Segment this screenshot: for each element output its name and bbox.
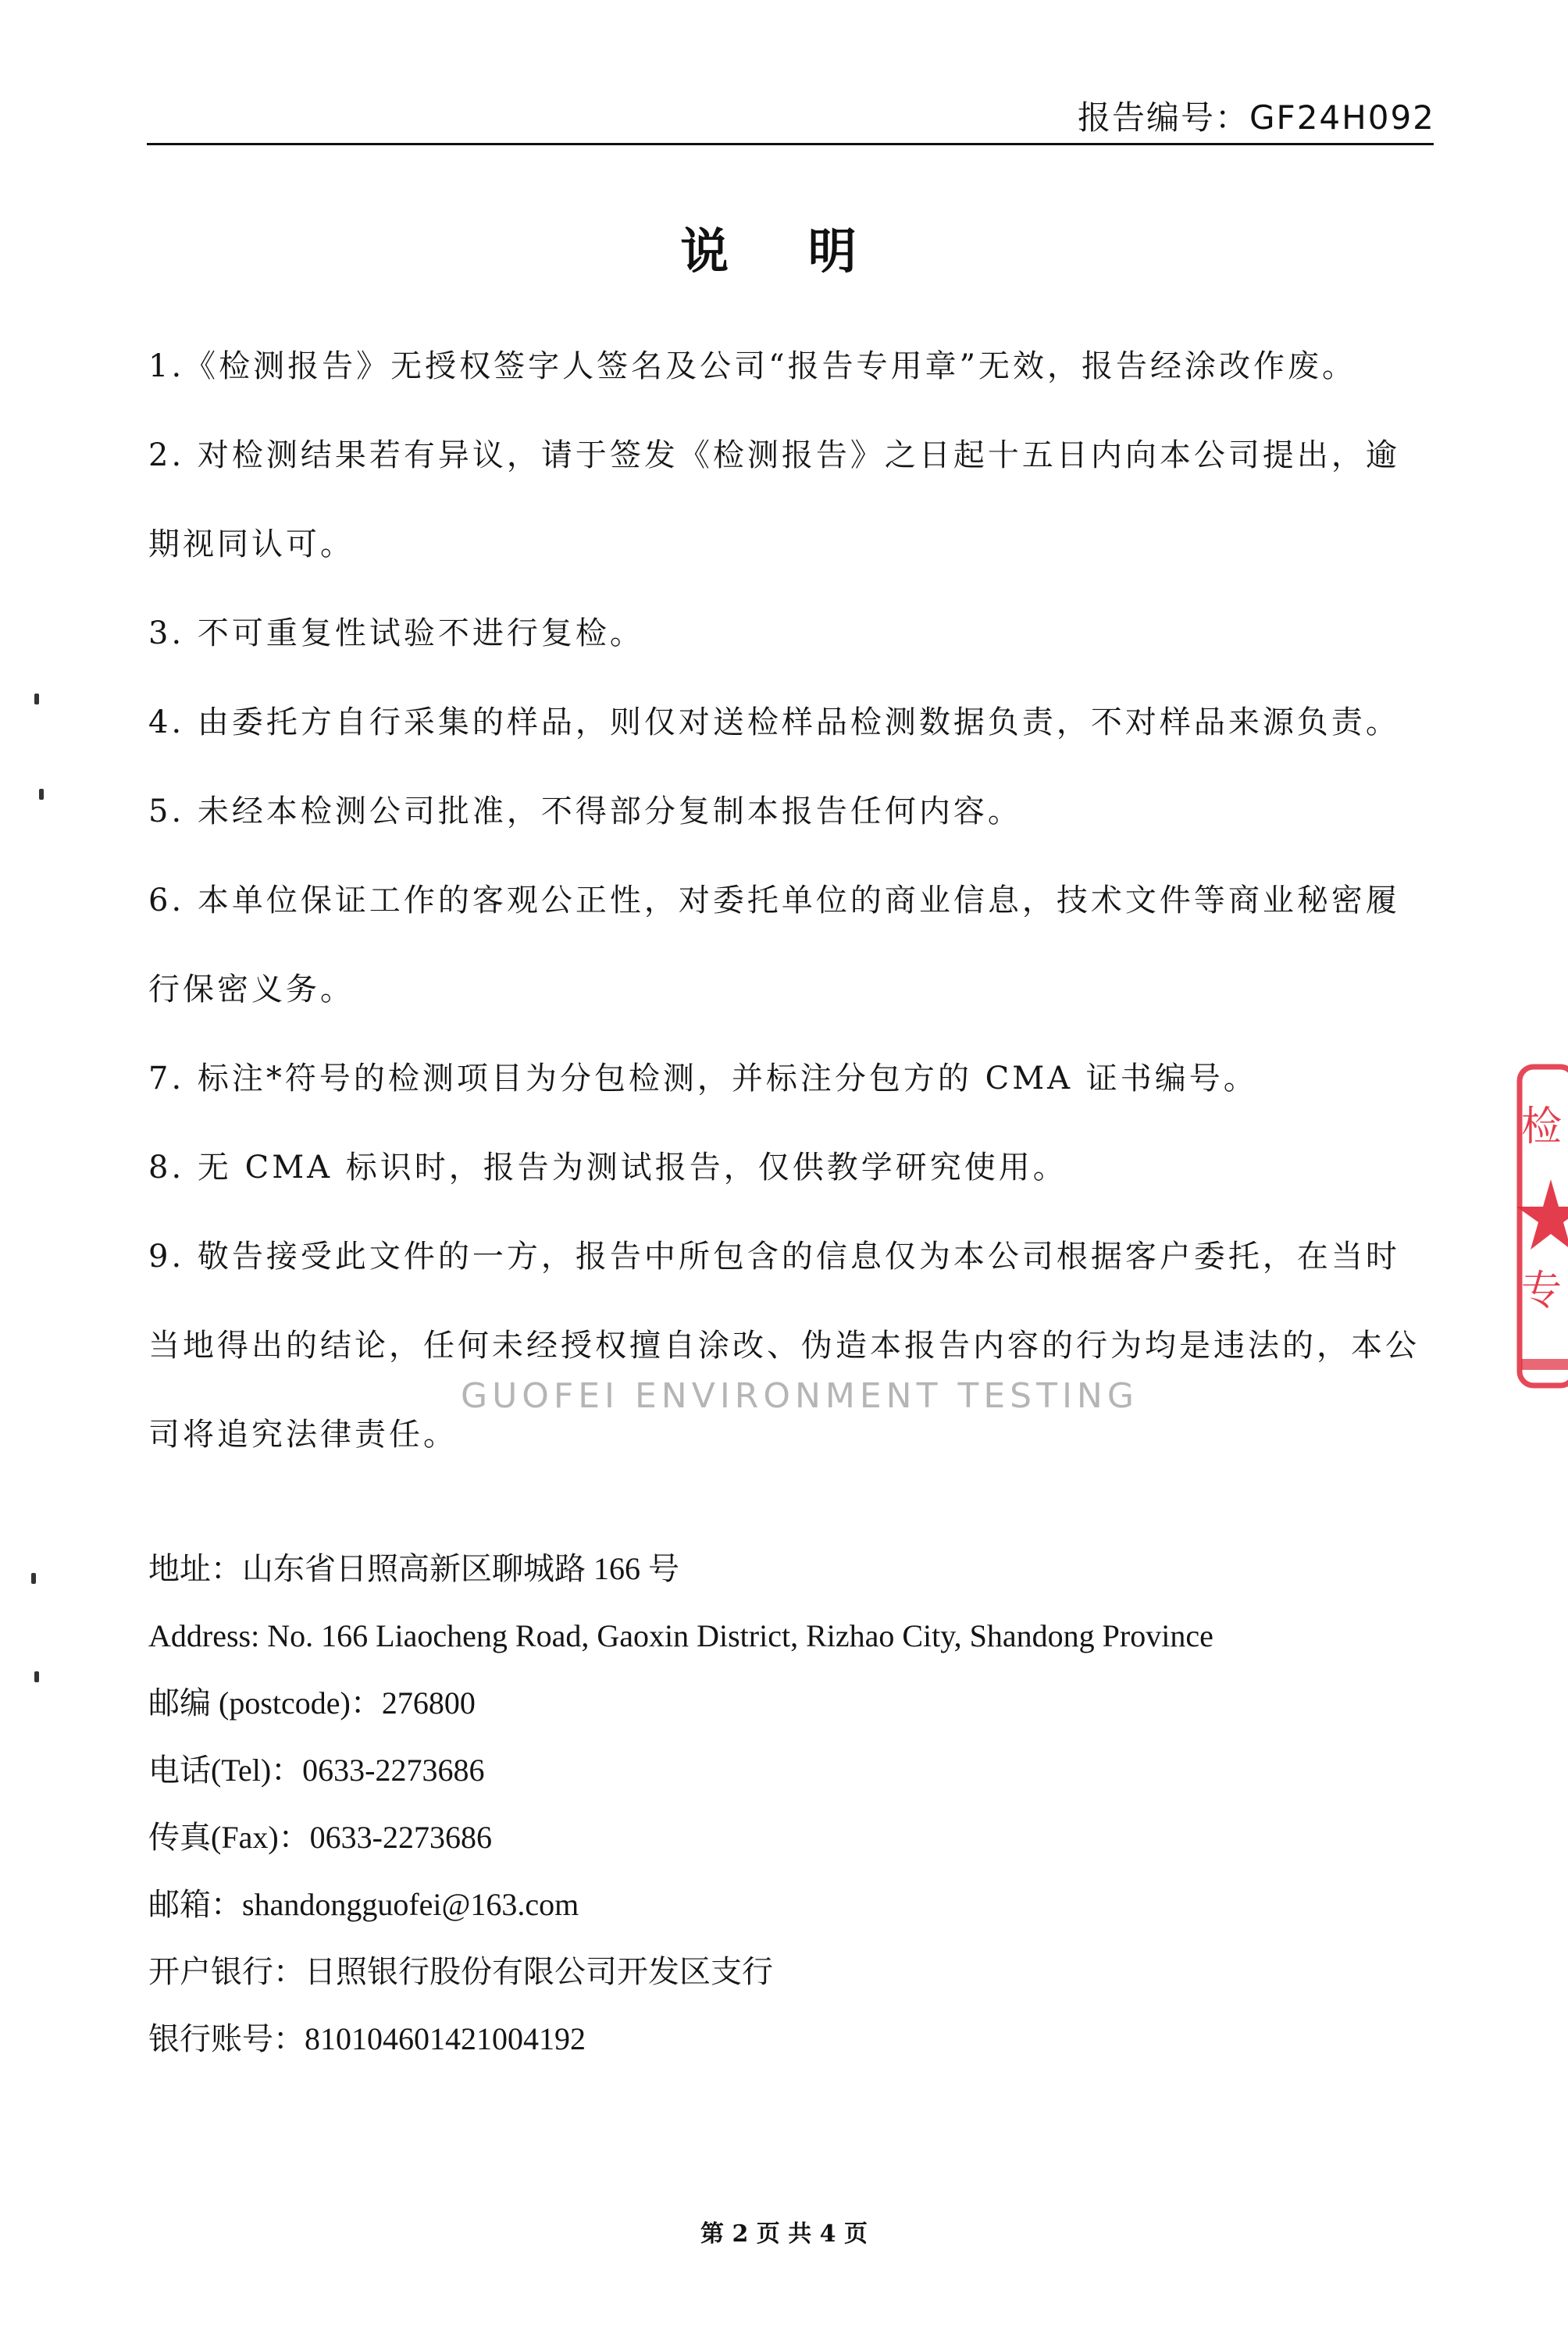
- note-line: 当地得出的结论，任何未经授权擅自涂改、伪造本报告内容的行为均是违法的，本公: [148, 1328, 1420, 1364]
- telephone: 电话(Tel)：0633-2273686: [148, 1753, 485, 1788]
- email: 邮箱：shandongguofei@163.com: [148, 1887, 579, 1922]
- address-cn: 地址：山东省日照高新区聊城路 166 号: [148, 1551, 679, 1586]
- note-line: 行保密义务。: [148, 972, 355, 1007]
- binding-mark: [34, 694, 39, 704]
- note-line: 1.《检测报告》无授权签字人签名及公司“报告专用章”无效，报告经涂改作废。: [148, 348, 1357, 384]
- postcode: 邮编 (postcode)：276800: [148, 1685, 476, 1721]
- note-line: 6. 本单位保证工作的客观公正性，对委托单位的商业信息，技术文件等商业秘密履: [148, 883, 1400, 918]
- contact-section: [148, 1535, 1437, 2073]
- report-number: 报告编号：GF24H092: [1078, 98, 1435, 137]
- note-line: 7. 标注*符号的检测项目为分包检测，并标注分包方的 CMA 证书编号。: [148, 1061, 1258, 1097]
- note-line: 期视同认可。: [148, 526, 355, 562]
- header-rule: [147, 143, 1434, 145]
- note-line: 2. 对检测结果若有异议，请于签发《检测报告》之日起十五日内向本公司提出，逾: [148, 437, 1400, 473]
- note-line: 3. 不可重复性试验不进行复检。: [148, 615, 644, 651]
- svg-text:专: 专: [1521, 1268, 1563, 1314]
- bank-account: 银行账号：810104601421004192: [148, 2021, 586, 2056]
- bank-name: 开户银行：日照银行股份有限公司开发区支行: [148, 1954, 773, 1989]
- note-line: 4. 由委托方自行采集的样品，则仅对送检样品检测数据负责，不对样品来源负责。: [148, 704, 1400, 740]
- fax: 传真(Fax)：0633-2273686: [148, 1820, 492, 1855]
- notes-section: [148, 322, 1429, 1479]
- note-line: 9. 敬告接受此文件的一方，报告中所包含的信息仅为本公司根据客户委托，在当时: [148, 1239, 1400, 1275]
- note-line: 8. 无 CMA 标识时，报告为测试报告，仅供教学研究使用。: [148, 1150, 1067, 1186]
- svg-text:检: 检: [1521, 1104, 1563, 1150]
- binding-mark: [31, 1573, 36, 1584]
- watermark: GUOFEI ENVIRONMENT TESTING: [461, 1376, 1139, 1416]
- binding-mark: [39, 789, 44, 800]
- note-line: 司将追究法律责任。: [148, 1417, 458, 1453]
- page-title: 说 明: [680, 223, 888, 280]
- page-number: 第 2 页 共 4 页: [700, 2220, 868, 2248]
- address-en: Address: No. 166 Liaocheng Road, Gaoxin District, Rizhao City, Shandong Province: [148, 1618, 1213, 1653]
- note-line: 5. 未经本检测公司批准，不得部分复制本报告任何内容。: [148, 793, 1022, 829]
- binding-mark: [34, 1671, 39, 1682]
- stamp-seal-icon: [1516, 1062, 1568, 1390]
